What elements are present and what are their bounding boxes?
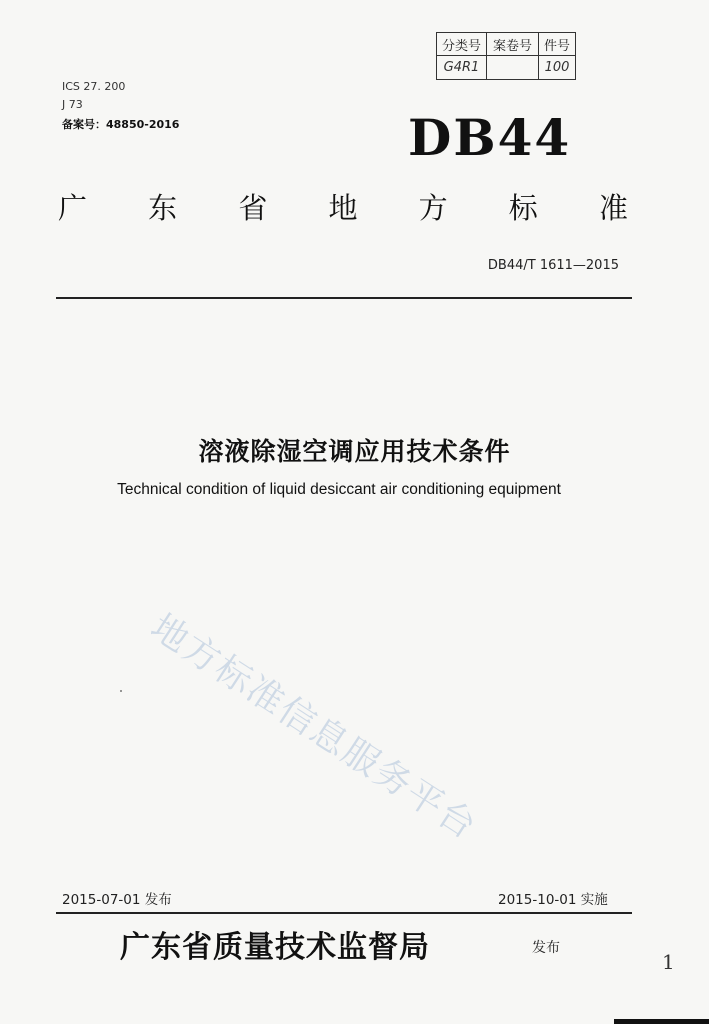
document-title-cn: 溶液除湿空调应用技术条件: [198, 437, 511, 466]
stamp-value-file: [487, 56, 539, 79]
title-char: 标: [508, 191, 538, 225]
watermark: 地方标准信息服务平台: [143, 606, 485, 849]
record-number: 备案号：48850-2016: [62, 118, 180, 131]
title-char: 地: [328, 191, 358, 225]
bottom-divider: [56, 912, 632, 914]
standard-code: DB44/T 1611—2015: [487, 258, 619, 273]
title-char: 广: [58, 191, 88, 225]
title-char: 准: [598, 191, 628, 225]
standard-category-title: [58, 186, 628, 227]
stamp-value-category: G4R1: [437, 56, 487, 79]
stamp-header-category: 分类号: [437, 33, 487, 56]
db44-logo: DB44: [408, 108, 572, 167]
stamp-header-item: 件号: [539, 33, 575, 56]
title-char: 省: [238, 191, 268, 225]
publish-date: 2015-07-01 发布: [62, 892, 172, 908]
scan-edge-mark: [614, 1019, 709, 1024]
stamp-value-item: 100: [544, 60, 570, 75]
document-title-en: Technical condition of liquid desiccant air conditioning equipment: [117, 481, 561, 498]
page-number: 1: [662, 950, 675, 974]
scan-speck: [120, 690, 122, 692]
ccs-code: J 73: [62, 98, 83, 111]
issue-label: 发布: [532, 940, 560, 956]
issuer-name: 广东省质量技术监督局: [120, 930, 430, 965]
title-char: 东: [148, 191, 178, 225]
stamp-header-file: 案卷号: [487, 33, 539, 56]
implement-date: 2015-10-01 实施: [498, 892, 608, 908]
title-char: 方: [418, 191, 448, 225]
ics-code: ICS 27. 200: [62, 80, 126, 93]
archive-stamp: [436, 32, 576, 80]
top-divider: [56, 297, 632, 299]
